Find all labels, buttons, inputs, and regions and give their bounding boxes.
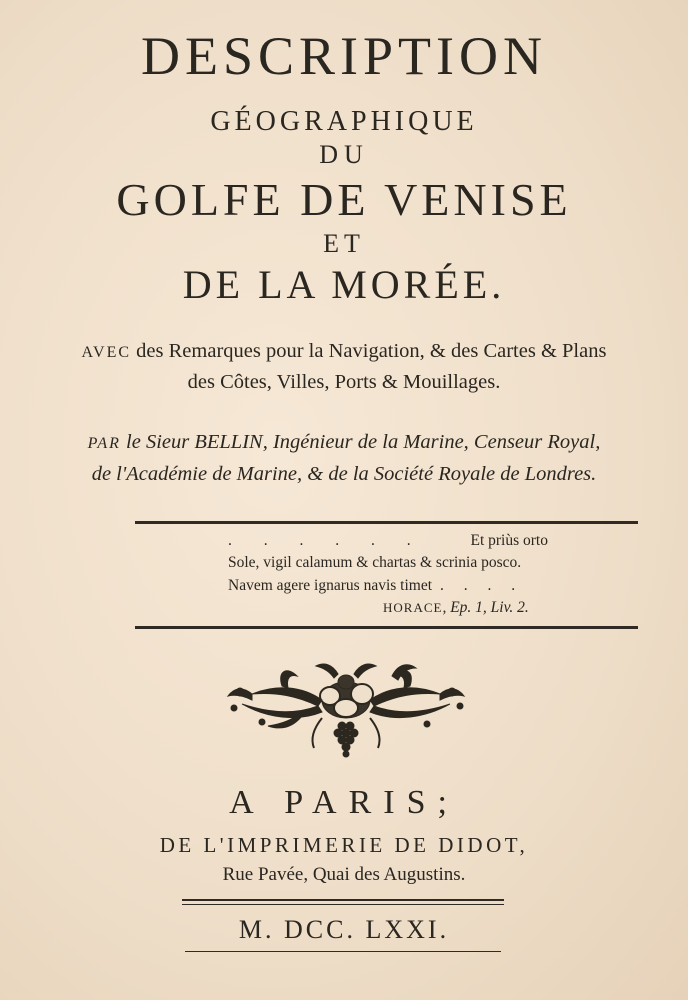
author-line-1-text: le Sieur BELLIN, Ingénieur de la Marine, Censeur Royal, — [120, 431, 601, 453]
imprint-date: M. DCC. LXXI. — [238, 915, 450, 944]
epigraph-ellipsis-3: . . . . — [440, 577, 524, 594]
epigraph-line-1-text: Et priùs orto — [470, 532, 548, 549]
subtitle-line-2: des Côtes, Villes, Ports & Mouillages. — [187, 371, 501, 393]
title-description: DESCRIPTION — [140, 26, 548, 86]
author-line-2: de l'Académie de Marine, & de la Société Royale de Londres. — [91, 463, 597, 485]
epigraph-ellipsis-1: . . . . . . — [228, 532, 425, 549]
attribution-author: HORACE — [383, 600, 443, 615]
subtitle-lead: AVEC — [81, 344, 132, 361]
title-du: DU — [319, 140, 369, 169]
epigraph-line-1 — [228, 531, 548, 551]
attribution-reference: , Ep. 1, Liv. 2. — [442, 599, 529, 616]
floral-basket-icon — [222, 656, 470, 766]
author-lead: PAR — [87, 435, 121, 452]
date-top-rule-thin — [182, 904, 504, 905]
date-bottom-rule — [185, 951, 501, 952]
title-de-la-moree: DE LA MORÉE. — [182, 262, 506, 307]
title-geographique: GÉOGRAPHIQUE — [210, 106, 478, 137]
imprint-address: Rue Pavée, Quai des Augustins. — [222, 864, 466, 885]
epigraph-attribution — [383, 598, 529, 618]
epigraph-line-3 — [228, 576, 523, 596]
subtitle-line-1 — [0, 336, 688, 368]
epigraph-top-rule — [135, 521, 638, 524]
subtitle-line-1-text: des Remarques pour la Navigation, & des Cartes & Plans — [131, 340, 607, 362]
epigraph-line-2: Sole, vigil calamum & chartas & scrinia posco. — [228, 554, 522, 571]
epigraph-bottom-rule — [135, 626, 638, 629]
imprint-city: A PARIS; — [229, 784, 459, 821]
author-line-1 — [0, 427, 688, 459]
date-top-rule — [182, 899, 504, 901]
imprint-printer: DE L'IMPRIMERIE DE DIDOT, — [159, 833, 529, 857]
epigraph-line-3-text: Navem agere ignarus navis timet — [228, 577, 433, 594]
title-et: ET — [323, 229, 365, 258]
title-golfe-de-venise: GOLFE DE VENISE — [116, 174, 572, 225]
